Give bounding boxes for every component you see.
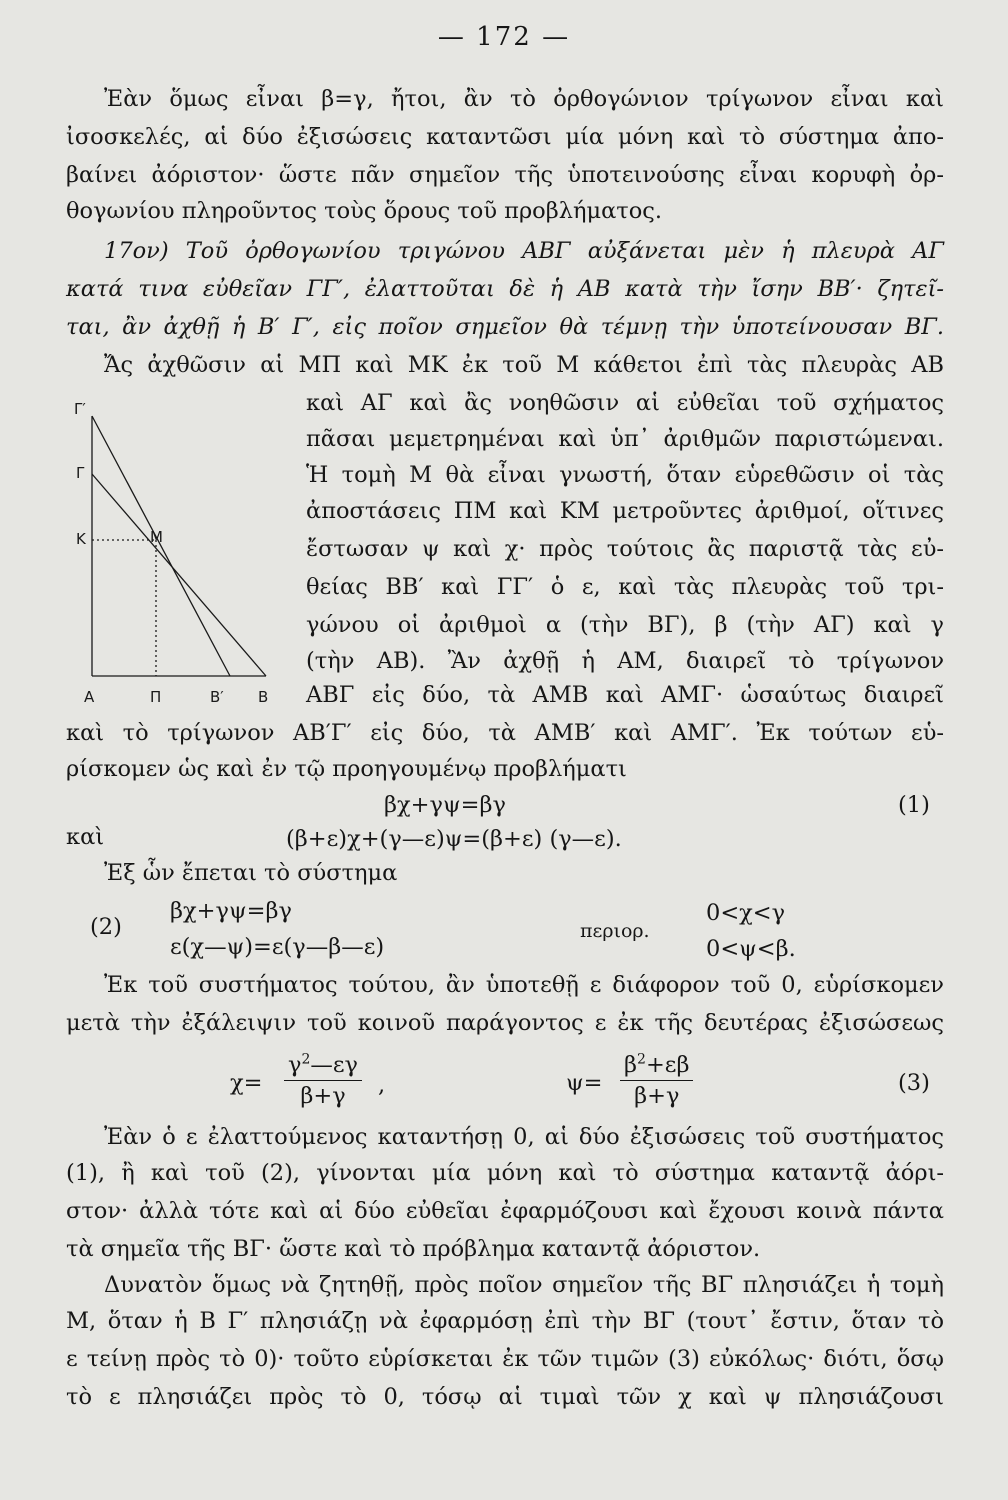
text-line: θείας ΒΒ′ καὶ ΓΓ′ ὁ ε, καὶ τὰς πλευρὰς τοῦ τρι- <box>306 574 944 600</box>
fraction-x-denominator: β+γ <box>300 1083 346 1109</box>
text-line: ἰσοσκελές, αἱ δύο ἐξισώσεις καταντῶσι μία μόνη καὶ τὸ σύστημα ἀπο- <box>66 124 944 150</box>
text-line: ρίσκομεν ὡς καὶ ἐν τῷ προηγουμένῳ προβλήματι <box>66 756 627 782</box>
y-equals: ψ= <box>566 1070 603 1096</box>
conjunction-kai: καὶ <box>66 824 105 850</box>
text-line: Ἐξ ὧν ἔπεται τὸ σύστημα <box>104 860 398 886</box>
label-B: Β <box>258 688 269 706</box>
equation-number-2: (2) <box>90 914 122 940</box>
equation-number-1: (1) <box>898 792 930 818</box>
hypotenuse-BG <box>92 474 266 676</box>
text-line: βαίνει ἀόριστον· ὥστε πᾶν σημεῖον τῆς ὑποτεινούσης εἶναι κορυφὴ ὀρ- <box>66 162 944 188</box>
text-line: ἔστωσαν ψ καὶ χ· πρὸς τούτοις ἂς παριστᾷ τὰς εὐ- <box>306 536 944 562</box>
text-line: ΑΒΓ εἰς δύο, τὰ ΑΜΒ καὶ ΑΜΓ· ὡσαύτως διαιρεῖ <box>306 682 944 708</box>
fraction-y <box>620 1050 693 1111</box>
text-line: ε τείνῃ πρὸς τὸ 0)· τοῦτο εὑρίσκεται ἐκ τῶν τιμῶν (3) εὐκόλως· διότι, ὅσῳ <box>66 1346 944 1372</box>
label-M: Μ <box>150 528 163 546</box>
label-P: Π <box>150 688 162 706</box>
text-line: Ἐὰν ὅμως εἶναι β=γ, ἤτοι, ἂν τὸ ὀρθογώνιον τρίγωνον εἶναι καὶ <box>104 86 944 112</box>
fraction-x-numerator: $\gamma^2—\varepsilon\gamma$ <box>284 1050 362 1081</box>
text-line: Δυνατὸν ὅμως νὰ ζητηθῇ, πρὸς ποῖον σημεῖον τῆς ΒΓ πλησιάζει ἡ τομὴ <box>104 1272 944 1298</box>
problem-statement-line: ται, ἂν ἀχθῇ ἡ Β′ Γ′, εἰς ποῖον σημεῖον θὰ τέμνῃ τὴν ὑποτείνουσαν ΒΓ. <box>66 314 944 340</box>
text-line: τὸ ε πλησιάζει πρὸς τὸ 0, τόσῳ αἱ τιμαὶ τῶν χ καὶ ψ πλησιάζουσι <box>66 1384 944 1410</box>
label-B-prime: Β′ <box>210 688 224 706</box>
text-line: Ἡ τομὴ Μ θὰ εἶναι γνωστή, ὅταν εὑρεθῶσιν οἱ τὰς <box>306 462 944 488</box>
text-line: Μ, ὅταν ἡ Β Γ′ πλησιάζῃ νὰ ἐφαρμόσῃ ἐπὶ τὴν ΒΓ (τουτ᾽ ἔστιν, ὅταν τὸ <box>66 1308 944 1334</box>
text-line: καὶ ΑΓ καὶ ἂς νοηθῶσιν αἱ εὐθεῖαι τοῦ σχήματος <box>306 390 944 416</box>
x-equals: χ= <box>230 1070 263 1096</box>
text-line: τὰ σημεῖα τῆς ΒΓ· ὥστε καὶ τὸ πρόβλημα καταντᾷ ἀόριστον. <box>66 1236 761 1262</box>
fraction-y-denominator: β+γ <box>634 1083 680 1109</box>
restriction-x: 0<χ<γ <box>706 900 786 926</box>
restriction-y: 0<ψ<β. <box>706 936 796 962</box>
line-B-prime-G-prime <box>92 416 230 676</box>
text-line: στον· ἀλλὰ τότε καὶ αἱ δύο εὐθεῖαι ἐφαρμόζουσι καὶ ἔχουσι κοινὰ πάντα <box>66 1198 944 1224</box>
equation-number-3: (3) <box>898 1070 930 1096</box>
text-line: καὶ τὸ τρίγωνον ΑΒ′Γ′ εἰς δύο, τὰ ΑΜΒ′ καὶ ΑΜΓ′. Ἐκ τούτων εὑ- <box>66 720 944 746</box>
problem-statement-line: κατά τινα εὐθεῖαν ΓΓ′, ἐλαττοῦται δὲ ἡ ΑΒ κατὰ τὴν ἴσην ΒΒ′· ζητεῖ- <box>66 276 944 302</box>
equation-2b: ε(χ—ψ)=ε(γ—β—ε) <box>170 934 385 960</box>
text-line: πᾶσαι μεμετρημέναι καὶ ὑπ᾽ ἀριθμῶν παριστώμεναι. <box>306 426 944 452</box>
label-G-prime: Γ′ <box>74 400 86 418</box>
label-A: Α <box>84 688 95 706</box>
fraction-y-numerator: $\beta^2+\varepsilon\beta$ <box>620 1050 693 1081</box>
restrictions-label: περιορ. <box>580 920 650 942</box>
equation-1: βχ+γψ=βγ <box>384 792 506 818</box>
triangle-figure <box>70 380 296 710</box>
text-line: Ἐκ τοῦ συστήματος τούτου, ἂν ὑποτεθῇ ε διάφορον τοῦ 0, εὑρίσκομεν <box>104 972 944 998</box>
text-line: (τὴν ΑΒ). Ἂν ἀχθῇ ἡ ΑΜ, διαιρεῖ τὸ τρίγωνον <box>306 648 944 674</box>
text-line: Ἄς ἀχθῶσιν αἱ ΜΠ καὶ ΜΚ ἐκ τοῦ Μ κάθετοι ἐπὶ τὰς πλευρὰς ΑΒ <box>104 352 944 378</box>
fraction-x <box>284 1050 362 1111</box>
equation-2a: βχ+γψ=βγ <box>170 898 292 924</box>
problem-statement-line: 17ον) Τοῦ ὀρθογωνίου τριγώνου ΑΒΓ αὐξάνεται μὲν ἡ πλευρὰ ΑΓ <box>104 238 944 264</box>
equation-1b: (β+ε)χ+(γ—ε)ψ=(β+ε) (γ—ε). <box>286 826 622 852</box>
label-G: Γ <box>76 464 85 482</box>
text-line: θογωνίου πληροῦντος τοὺς ὅρους τοῦ προβλήματος. <box>66 198 663 224</box>
text-line: (1), ἢ καὶ τοῦ (2), γίνονται μία μόνη καὶ τὸ σύστημα καταντᾷ ἀόρι- <box>66 1160 944 1186</box>
comma: , <box>378 1072 386 1098</box>
text-line: Ἐὰν ὁ ε ἐλαττούμενος καταντήσῃ 0, αἱ δύο ἐξισώσεις τοῦ συστήματος <box>104 1124 944 1150</box>
page-number: — 172 — <box>437 22 571 52</box>
label-K: Κ <box>76 530 86 548</box>
text-line: μετὰ τὴν ἐξάλειψιν τοῦ κοινοῦ παράγοντος ε ἐκ τῆς δευτέρας ἐξισώσεως <box>66 1010 944 1036</box>
text-line: γώνου οἱ ἀριθμοὶ α (τὴν ΒΓ), β (τὴν ΑΓ) καὶ γ <box>306 612 944 638</box>
text-line: ἀποστάσεις ΠΜ καὶ ΚΜ μετροῦντες ἀριθμοί, οἵτινες <box>306 498 944 524</box>
